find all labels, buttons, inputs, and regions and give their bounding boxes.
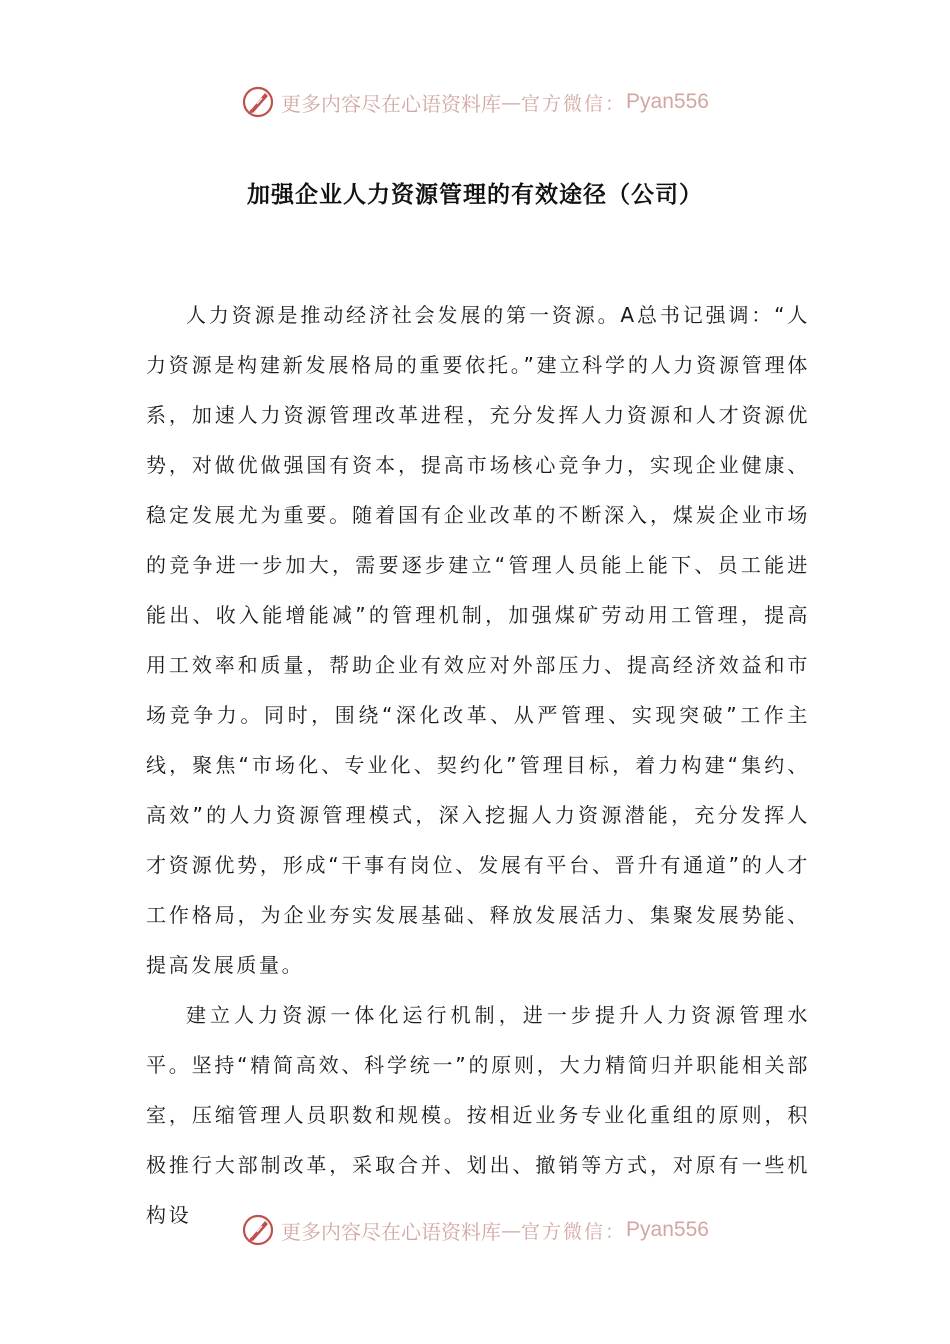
watermark-separator: — bbox=[501, 1218, 522, 1242]
watermark-brand-text: 更多内容尽在心语资料库 bbox=[281, 91, 502, 116]
footer-watermark bbox=[0, 1210, 950, 1250]
quill-pen-logo-icon bbox=[241, 85, 275, 119]
header-watermark bbox=[0, 82, 950, 122]
watermark-brand-text: 更多内容尽在心语资料库 bbox=[281, 1219, 502, 1244]
watermark-handle: Pyan556 bbox=[626, 90, 709, 113]
watermark-contact-label: 官方微信： bbox=[521, 92, 627, 115]
watermark-separator: — bbox=[501, 90, 522, 114]
watermark-handle: Pyan556 bbox=[626, 1218, 709, 1241]
paragraph: 建立人力资源一体化运行机制，进一步提升人力资源管理水平。坚持“精简高效、科学统一”的原则，大力精简归并职能相关部室，压缩管理人员职数和规模。按相近业务专业化重组的原则，积极推行大部制改革，采取合并、划出、撤销等方式，对原有一些机构设 bbox=[146, 1003, 810, 1227]
watermark-contact-label: 官方微信： bbox=[521, 1220, 627, 1243]
document-body bbox=[146, 290, 810, 1240]
paragraph: 人力资源是推动经济社会发展的第一资源。A总书记强调：“人力资源是构建新发展格局的重要依托。”建立科学的人力资源管理体系，加速人力资源管理改革进程，充分发挥人力资源和人才资源优势，对做优做强国有资本，提高市场核心竞争力，实现企业健康、稳定发展尤为重要。随着国有企业改革的不断深入，煤炭企业市场的竞争进一步加大，需要逐步建立“管理人员能上能下、员工能进能出、收入能增能减”的管理机制，加强煤矿劳动用工管理，提高用工效率和质量，帮助企业有效应对外部压力、提高经济效益和市场竞争力。同时，围绕“深化改革、从严管理、实现突破”工作主线，聚焦“市场化、专业化、契约化”管理目标，着力构建“集约、高效”的人力资源管理模式，深入挖掘人力资源潜能，充分发挥人才资源优势，形成“干事有岗位、发展有平台、晋升有通道”的人才工作格局，为企业夯实发展基础、释放发展活力、集聚发展势能、提高发展质量。 bbox=[146, 303, 810, 977]
document-title: 加强企业人力资源管理的有效途径（公司） bbox=[247, 182, 703, 208]
quill-pen-logo-icon bbox=[241, 1213, 275, 1247]
